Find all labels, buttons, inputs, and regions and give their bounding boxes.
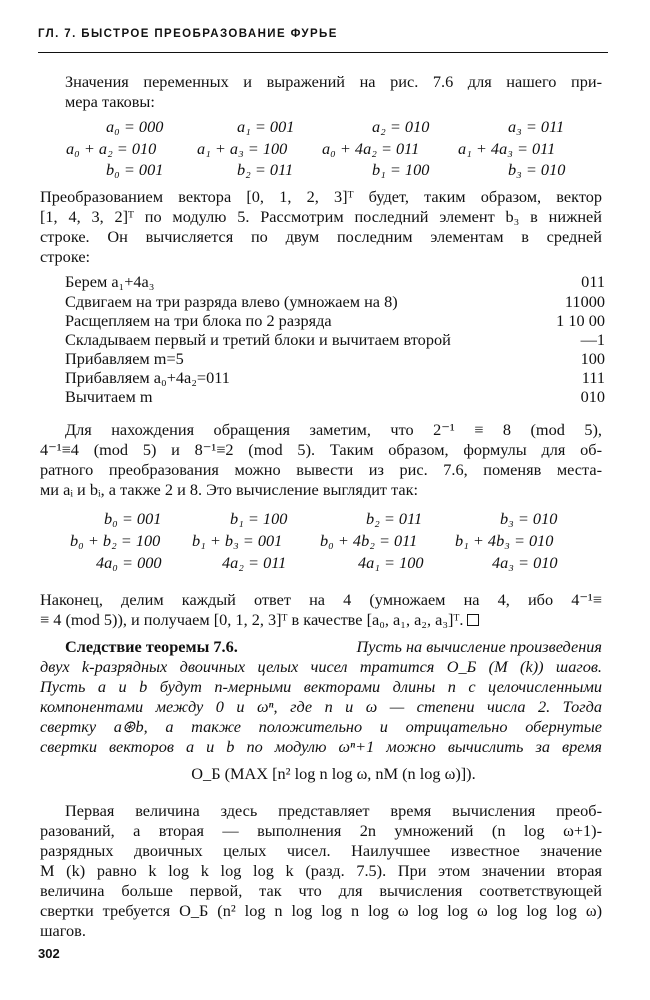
step-label: Прибавляем a₀+4a₂=011 [65,368,230,387]
para5-line: Первая величина здесь представляет время вычисления преоб- [65,801,602,820]
table1-cell: a₁ + a₃ = 100 [197,139,288,158]
corollary-line: Пусть a и b будут n-мерными векторами длины n с целочисленными [40,677,602,696]
step-value: —1 [580,330,605,349]
para5-line: шагов. [40,921,86,940]
running-header: ГЛ. 7. БЫСТРОЕ ПРЕОБРАЗОВАНИЕ ФУРЬЕ [38,28,338,40]
step-label: Складываем первый и третий блоки и вычитаем второй [65,330,451,349]
step-value: 010 [580,387,605,406]
step-label: Вычитаем m [65,387,153,406]
para4-line-text: ≡ 4 (mod 5)), и получаем [0, 1, 2, 3]ᵀ в качестве [a₀, a₁, a₂, a₃]ᵀ. [40,610,464,629]
table1-cell: b₁ = 100 [372,160,430,179]
step-value: 100 [580,349,605,368]
step-row [65,387,605,407]
para2-line: строке: [40,247,91,266]
table1-cell: a₃ = 011 [508,117,565,136]
para5-line: разрядных двоичных целых чисел. Наилучшее известное значение [40,841,602,860]
corollary-text: Пусть на вычисление произведения [356,637,602,656]
para5-line: величина больше первой, так что для вычисления соответствующей [40,881,602,900]
para5-line: свертки требуется O_Б (n² log n log log n log ω log log ω log log log ω) [40,901,602,920]
complexity-formula: O_Б (MAX [n² log n log ω, nM (n log ω)]). [191,764,476,783]
table2-cell: b₁ + b₃ = 001 [192,531,283,550]
intro-line-2: мера таковы: [65,92,155,111]
para2-line: строке. Он вычисляется по двум последним элементам в средней [40,227,602,246]
corollary-title: Следствие теоремы 7.6. [65,637,238,656]
table2-cell: b₃ = 010 [500,509,558,528]
table1-cell: a₂ = 010 [372,117,430,136]
table2-cell: b₁ = 100 [230,509,288,528]
para5-line: разований, а вторая — выполнения 2n умножений (n log ω+1)- [40,821,602,840]
step-row [65,292,605,312]
intro-line-1: Значения переменных и выражений на рис. 7.6 для нашего при- [65,72,602,91]
table2-cell: b₀ + 4b₂ = 011 [320,531,418,550]
table1-cell: b₂ = 011 [237,160,294,179]
corollary-line-1 [65,637,602,657]
step-row [65,330,605,350]
para3-line: ратного преобразования можно вывести из рис. 7.6, поменяв места- [40,460,602,479]
table1-cell: b₃ = 010 [508,160,566,179]
para4-line: Наконец, делим каждый ответ на 4 (умножаем на 4, ибо 4⁻¹≡ [40,590,602,609]
step-value: 011 [581,272,605,291]
step-row [65,349,605,369]
table2-cell: b₂ = 011 [366,509,423,528]
step-value: 11000 [564,292,605,311]
step-value: 111 [581,368,605,387]
step-label: Берем a₁+4a₃ [65,272,155,291]
para3-line: Для нахождения обращения заметим, что 2⁻¹ ≡ 8 (mod 5), [65,420,602,439]
step-row [65,272,605,292]
step-label: Прибавляем m=5 [65,349,184,368]
table1-cell: b₀ = 001 [106,160,164,179]
header-rule [38,52,608,53]
para4-line [40,610,479,630]
table2-cell: b₀ + b₂ = 100 [70,531,161,550]
step-label: Расщепляем на три блока по 2 разряда [65,311,332,330]
table2-cell: 4a₁ = 100 [358,553,424,572]
corollary-line: двух k-разрядных двоичных целых чисел тратится O_Б (M (k)) шагов. [40,657,602,676]
corollary-line: свертку a⊛b, а также положительно и отрицательно обернутые [40,717,602,736]
para2-line: Преобразованием вектора [0, 1, 2, 3]ᵀ будет, таким образом, вектор [40,187,602,206]
table1-cell: a₀ + a₂ = 010 [66,139,157,158]
table2-cell: 4a₀ = 000 [96,553,162,572]
table1-cell: a₀ = 000 [106,117,164,136]
para3-line: ми aᵢ и bᵢ, а также 2 и 8. Это вычисление выглядит так: [40,480,419,499]
table2-cell: 4a₃ = 010 [492,553,558,572]
table1-cell: a₀ + 4a₂ = 011 [322,139,420,158]
para2-line: [1, 4, 3, 2]ᵀ по модулю 5. Рассмотрим последний элемент b₃ в нижней [40,207,602,226]
step-label: Сдвигаем на три разряда влево (умножаем на 8) [65,292,398,311]
step-row [65,311,605,331]
step-row [65,368,605,388]
corollary-line: свертки векторов a и b по модулю ωⁿ+1 можно вычислить за время [40,737,602,756]
qed-icon [467,614,479,626]
step-value: 1 10 00 [556,311,605,330]
table1-cell: a₁ + 4a₃ = 011 [458,139,556,158]
table2-cell: b₁ + 4b₃ = 010 [455,531,554,550]
table1-cell: a₁ = 001 [237,117,295,136]
para3-line: 4⁻¹≡4 (mod 5) и 8⁻¹≡2 (mod 5). Таким образом, формулы для об- [40,440,602,459]
table2-cell: b₀ = 001 [104,509,162,528]
table2-cell: 4a₂ = 011 [222,553,287,572]
corollary-line: компонентами между 0 и ωⁿ, где n и ω — степени числа 2. Тогда [40,697,602,716]
page-number: 302 [38,946,60,961]
para5-line: M (k) равно k log k log log k (разд. 7.5). При этом значении вторая [40,861,602,880]
